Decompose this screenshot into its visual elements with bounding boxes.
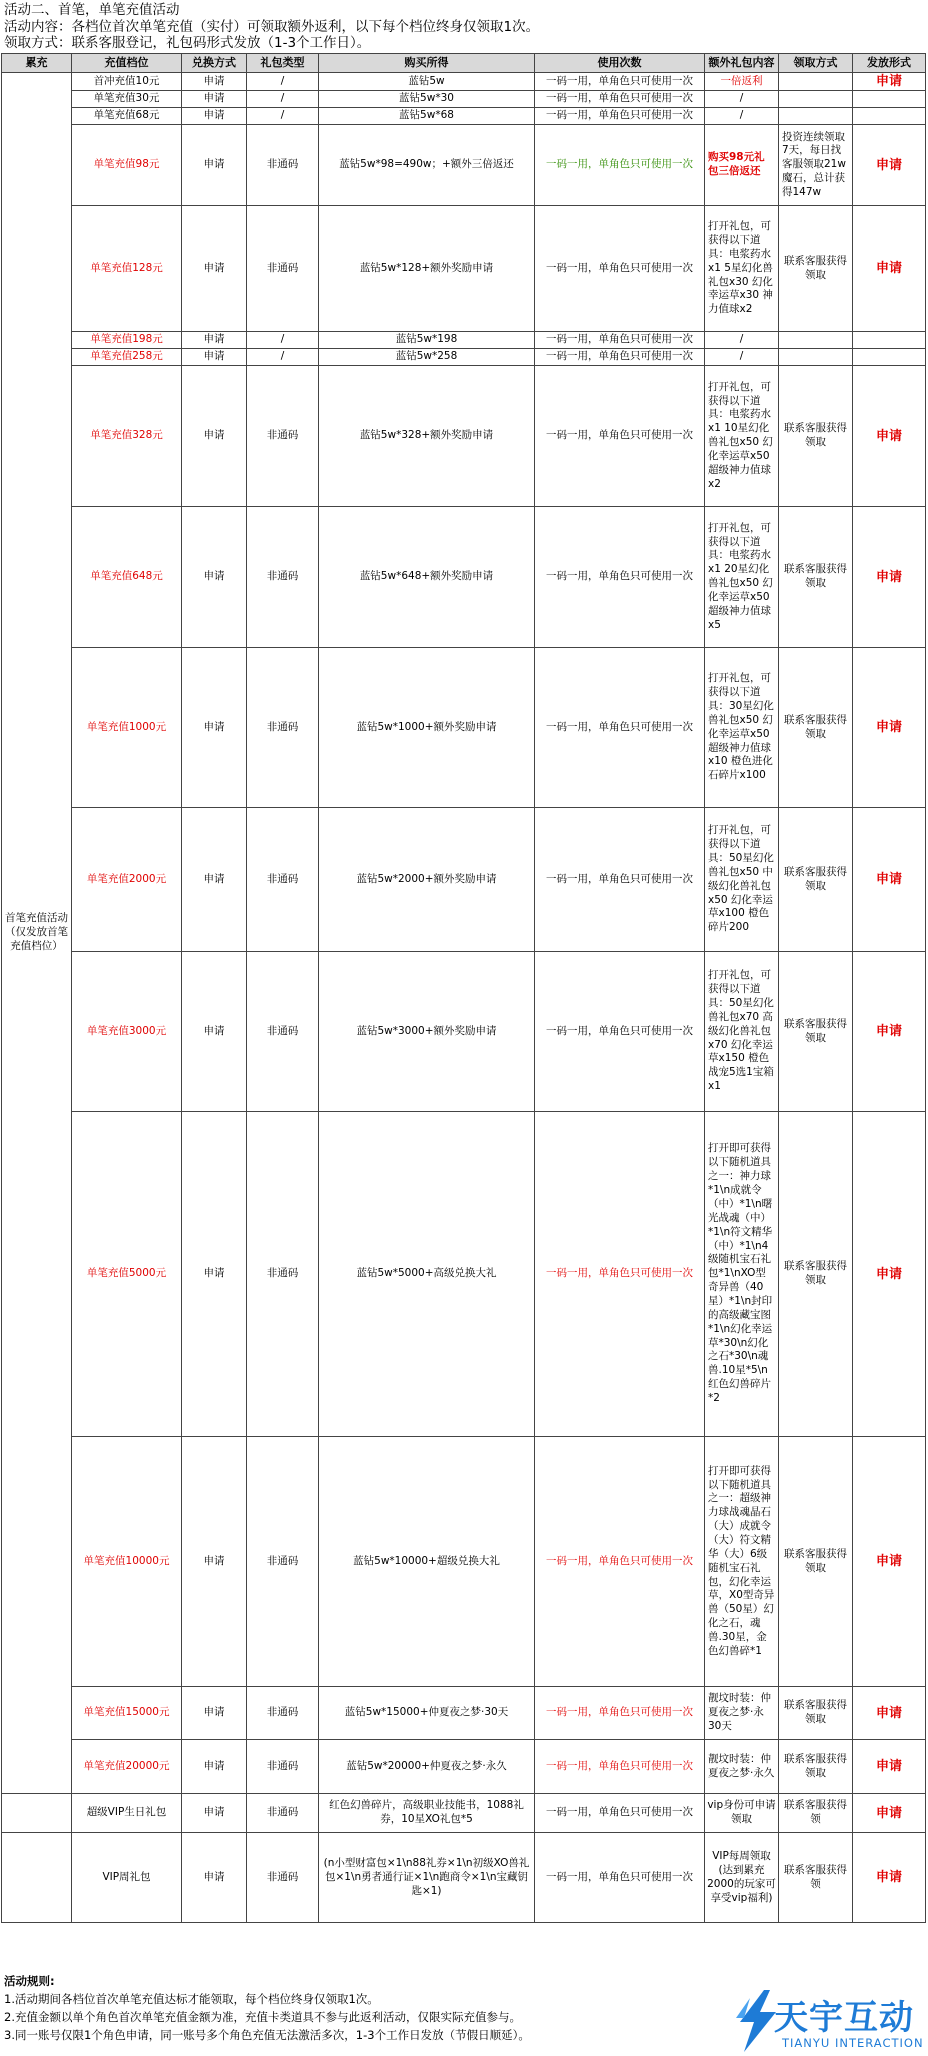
type-cell: / — [247, 108, 319, 125]
reward-cell: 蓝钻5w*2000+额外奖励申请 — [319, 808, 535, 952]
type-cell: 非通码 — [247, 507, 319, 648]
reward-cell: 蓝钻5w — [319, 73, 535, 91]
type-cell: / — [247, 73, 319, 91]
tier-cell: 单笔充值98元 — [72, 125, 182, 206]
extra-cell: 打开礼包，可获得以下道具：30星幻化兽礼包x50 幻化幸运草x50 超级神力值球x10 橙色进化石碎片x100 — [705, 648, 779, 808]
tier-cell: 单笔充值3000元 — [72, 952, 182, 1112]
logo-chinese: 天宇互动 — [774, 1998, 914, 2038]
tier-cell: 单笔充值128元 — [72, 206, 182, 332]
usage-cell: 一码一用，单角色只可使用一次 — [535, 1794, 705, 1833]
extra-cell: / — [705, 91, 779, 108]
reward-cell: 蓝钻5w*258 — [319, 349, 535, 366]
tier-cell: 单笔充值198元 — [72, 332, 182, 349]
reward-cell: 蓝钻5w*328+额外奖励申请 — [319, 366, 535, 507]
table-row-vip — [2, 1794, 926, 1833]
exchange-cell: 申请 — [182, 108, 247, 125]
table-row — [2, 648, 926, 808]
table-row — [2, 1437, 926, 1687]
dispatch-cell: 申请 — [853, 1437, 926, 1687]
tier-cell: 单笔充值1000元 — [72, 648, 182, 808]
dispatch-cell: 申请 — [853, 1112, 926, 1437]
method-cell: 联系客服获得领取 — [779, 366, 853, 507]
method-cell: 联系客服获得领取 — [779, 1437, 853, 1687]
method-cell: 联系客服获得领取 — [779, 206, 853, 332]
type-cell: 非通码 — [247, 952, 319, 1112]
dispatch-cell — [853, 91, 926, 108]
method-cell — [779, 332, 853, 349]
method-cell — [779, 349, 853, 366]
intro-content: 活动内容：各档位首次单笔充值（实付）可领取额外返利，以下每个档位终身仅领取1次。 — [4, 18, 540, 35]
recharge-table — [1, 53, 926, 1923]
reward-cell: 蓝钻5w*5000+高级兑换大礼 — [319, 1112, 535, 1437]
dispatch-cell: 申请 — [853, 206, 926, 332]
method-cell: 联系客服获得领取 — [779, 507, 853, 648]
extra-cell: / — [705, 349, 779, 366]
method-cell: 联系客服获得领取 — [779, 1740, 853, 1794]
empty-group-cell — [2, 1794, 72, 1833]
exchange-cell: 申请 — [182, 1833, 247, 1923]
tier-cell: 单笔充值2000元 — [72, 808, 182, 952]
rules-title: 活动规则: — [4, 1974, 55, 1988]
method-cell: 投资连续领取7天，每日找客服领取21w魔石，总计获得147w — [779, 125, 853, 206]
type-cell: / — [247, 91, 319, 108]
extra-cell: / — [705, 332, 779, 349]
usage-cell: 一码一用，单角色只可使用一次 — [535, 366, 705, 507]
exchange-cell: 申请 — [182, 648, 247, 808]
extra-cell: vip身份可申请领取 — [705, 1794, 779, 1833]
dispatch-cell — [853, 108, 926, 125]
tier-cell: 首冲充值10元 — [72, 73, 182, 91]
method-cell: 联系客服获得领取 — [779, 952, 853, 1112]
rule-item: 3.同一账号仅限1个角色申请，同一账号多个角色充值无法激活多次，1-3个工作日发放（节假日顺延）。 — [4, 2028, 530, 2042]
table-row — [2, 507, 926, 648]
exchange-cell: 申请 — [182, 1740, 247, 1794]
reward-cell: 蓝钻5w*30 — [319, 91, 535, 108]
reward-cell: 蓝钻5w*3000+额外奖励申请 — [319, 952, 535, 1112]
dispatch-cell: 申请 — [853, 1740, 926, 1794]
table-row — [2, 366, 926, 507]
exchange-cell: 申请 — [182, 1794, 247, 1833]
dispatch-cell: 申请 — [853, 1794, 926, 1833]
header-reward: 购买所得 — [319, 54, 535, 73]
extra-cell: 打开礼包，可获得以下道具：50星幻化兽礼包x70 高级幻化兽礼包x70 幻化幸运草x150 橙色战宠5选1宝箱x1 — [705, 952, 779, 1112]
tier-cell: 单笔充值5000元 — [72, 1112, 182, 1437]
reward-cell: 红色幻兽碎片，高级职业技能书，1088礼券，10星XO礼包*5 — [319, 1794, 535, 1833]
header-dispatch: 发放形式 — [853, 54, 926, 73]
header-extra: 额外礼包内容 — [705, 54, 779, 73]
type-cell: 非通码 — [247, 1437, 319, 1687]
tier-cell: 单笔充值20000元 — [72, 1740, 182, 1794]
type-cell: 非通码 — [247, 1794, 319, 1833]
method-cell: 联系客服获得领取 — [779, 1112, 853, 1437]
extra-cell: 打开即可获得以下随机道具之一：神力球*1\n成就令（中）*1\n曙光战魂（中）*1\n符文精华（中）*1\n4级随机宝石礼包*1\nXO型奇异兽（40星）*1\n封印的高级藏宝图*1\n幻化幸运草*30\n幻化之石*30\n魂兽.10星*5\n红色幻兽碎片*2 — [705, 1112, 779, 1437]
tier-cell: 单笔充值15000元 — [72, 1687, 182, 1740]
type-cell: 非通码 — [247, 648, 319, 808]
exchange-cell: 申请 — [182, 808, 247, 952]
extra-cell: / — [705, 108, 779, 125]
table-row — [2, 1112, 926, 1437]
type-cell: / — [247, 349, 319, 366]
tier-cell: VIP周礼包 — [72, 1833, 182, 1923]
tier-cell: 单笔充值648元 — [72, 507, 182, 648]
intro-method: 领取方式：联系客服登记，礼包码形式发放（1-3个工作日）。 — [4, 35, 371, 51]
exchange-cell: 申请 — [182, 206, 247, 332]
usage-cell: 一码一用，单角色只可使用一次 — [535, 73, 705, 91]
usage-cell: 一码一用，单角色只可使用一次 — [535, 206, 705, 332]
usage-cell: 一码一用，单角色只可使用一次 — [535, 1112, 705, 1437]
type-cell: 非通码 — [247, 1740, 319, 1794]
table-row — [2, 125, 926, 206]
exchange-cell: 申请 — [182, 349, 247, 366]
method-cell: 联系客服获得领 — [779, 1794, 853, 1833]
usage-cell: 一码一用，单角色只可使用一次 — [535, 1687, 705, 1740]
extra-cell: VIP每周领取(达到累充2000的玩家可享受vip福利) — [705, 1833, 779, 1923]
reward-cell: 蓝钻5w*20000+仲夏夜之梦·永久 — [319, 1740, 535, 1794]
table-header-row — [2, 54, 926, 73]
rule-item: 1.活动期间各档位首次单笔充值达标才能领取，每个档位终身仅领取1次。 — [4, 1992, 379, 2006]
method-cell: 联系客服获得领取 — [779, 648, 853, 808]
tier-cell: 单笔充值68元 — [72, 108, 182, 125]
tier-cell: 单笔充值328元 — [72, 366, 182, 507]
reward-text: 蓝钻5w*98=490w；+额外三倍返还 — [339, 158, 514, 171]
table-row — [2, 808, 926, 952]
type-cell: 非通码 — [247, 808, 319, 952]
exchange-cell: 申请 — [182, 1112, 247, 1437]
method-cell: 联系客服获得领取 — [779, 1687, 853, 1740]
type-cell: 非通码 — [247, 366, 319, 507]
dispatch-cell: 申请 — [853, 808, 926, 952]
reward-cell: 蓝钻5w*68 — [319, 108, 535, 125]
header-tier: 充值档位 — [72, 54, 182, 73]
dispatch-cell: 申请 — [853, 952, 926, 1112]
group-label: 首笔充值活动（仅发放首笔充值档位） — [2, 73, 72, 1794]
exchange-cell: 申请 — [182, 1687, 247, 1740]
reward-cell: 蓝钻5w*198 — [319, 332, 535, 349]
usage-cell: 一码一用，单角色只可使用一次 — [535, 1833, 705, 1923]
reward-cell — [319, 125, 535, 206]
table-row — [2, 1687, 926, 1740]
usage-cell: 一码一用，单角色只可使用一次 — [535, 349, 705, 366]
method-cell — [779, 91, 853, 108]
tier-cell: 单笔充值10000元 — [72, 1437, 182, 1687]
reward-cell: 蓝钻5w*128+额外奖励申请 — [319, 206, 535, 332]
extra-cell: 打开礼包，可获得以下道具：电浆药水x1 5星幻化兽礼包x30 幻化幸运草x30 神力值球x2 — [705, 206, 779, 332]
usage-cell: 一码一用，单角色只可使用一次 — [535, 332, 705, 349]
table-row-vip — [2, 1833, 926, 1923]
table-row — [2, 91, 926, 108]
exchange-cell: 申请 — [182, 91, 247, 108]
type-cell: 非通码 — [247, 1687, 319, 1740]
tier-cell: 超级VIP生日礼包 — [72, 1794, 182, 1833]
exchange-cell: 申请 — [182, 952, 247, 1112]
extra-cell: 打开礼包，可获得以下道具：电浆药水x1 10星幻化兽礼包x50 幻化幸运草x50 超级神力值球x2 — [705, 366, 779, 507]
header-exchange: 兑换方式 — [182, 54, 247, 73]
dispatch-cell: 申请 — [853, 1687, 926, 1740]
exchange-cell: 申请 — [182, 125, 247, 206]
empty-group-cell — [2, 1833, 72, 1923]
method-cell — [779, 108, 853, 125]
header-cumulative: 累充 — [2, 54, 72, 73]
extra-cell: 打开礼包，可获得以下道具：50星幻化兽礼包x50 中级幻化兽礼包x50 幻化幸运草x100 橙色碎片200 — [705, 808, 779, 952]
reward-cell: 蓝钻5w*1000+额外奖励申请 — [319, 648, 535, 808]
logo-english: TIANYU INTERACTION — [782, 2036, 924, 2050]
exchange-cell: 申请 — [182, 507, 247, 648]
exchange-cell: 申请 — [182, 73, 247, 91]
extra-cell: 购买98元礼包三倍返还 — [705, 125, 779, 206]
table-row — [2, 332, 926, 349]
type-cell: 非通码 — [247, 1112, 319, 1437]
table-row — [2, 349, 926, 366]
dispatch-cell: 申请 — [853, 366, 926, 507]
extra-cell: 一倍返利 — [705, 73, 779, 91]
exchange-cell: 申请 — [182, 332, 247, 349]
usage-cell: 一码一用，单角色只可使用一次 — [535, 91, 705, 108]
header-type: 礼包类型 — [247, 54, 319, 73]
reward-cell: 蓝钻5w*648+额外奖励申请 — [319, 507, 535, 648]
reward-cell: (n小型财富包×1\n88礼券×1\n初级XO兽礼包×1\n勇者通行证×1\n跑商令×1\n宝藏钥匙×1) — [319, 1833, 535, 1923]
extra-cell: 靓坟时装：仲夏夜之梦·永30天 — [705, 1687, 779, 1740]
usage-cell: 一码一用，单角色只可使用一次 — [535, 507, 705, 648]
usage-cell: 一码一用，单角色只可使用一次 — [535, 125, 705, 206]
intro — [4, 2, 539, 52]
rule-item: 2.充值金额以单个角色首次单笔充值金额为准，充值卡类道具不参与此返利活动，仅限实际充值参与。 — [4, 2010, 521, 2024]
header-usage: 使用次数 — [535, 54, 705, 73]
usage-cell: 一码一用，单角色只可使用一次 — [535, 648, 705, 808]
usage-cell: 一码一用，单角色只可使用一次 — [535, 1437, 705, 1687]
tier-cell: 单笔充值30元 — [72, 91, 182, 108]
method-cell — [779, 73, 853, 91]
intro-title: 活动二、首笔，单笔充值活动 — [4, 2, 180, 18]
method-cell: 联系客服获得领取 — [779, 808, 853, 952]
tier-cell: 单笔充值258元 — [72, 349, 182, 366]
table-row — [2, 206, 926, 332]
usage-cell: 一码一用，单角色只可使用一次 — [535, 808, 705, 952]
brand-logo — [730, 1988, 926, 2054]
type-cell: 非通码 — [247, 125, 319, 206]
dispatch-cell: 申请 — [853, 507, 926, 648]
dispatch-cell — [853, 349, 926, 366]
reward-cell: 蓝钻5w*15000+仲夏夜之梦·30天 — [319, 1687, 535, 1740]
dispatch-cell: 申请 — [853, 73, 926, 91]
usage-cell: 一码一用，单角色只可使用一次 — [535, 1740, 705, 1794]
type-cell: 非通码 — [247, 206, 319, 332]
reward-cell: 蓝钻5w*10000+超级兑换大礼 — [319, 1437, 535, 1687]
usage-cell: 一码一用，单角色只可使用一次 — [535, 952, 705, 1112]
type-cell: 非通码 — [247, 1833, 319, 1923]
dispatch-cell — [853, 332, 926, 349]
type-cell: / — [247, 332, 319, 349]
exchange-cell: 申请 — [182, 366, 247, 507]
dispatch-cell: 申请 — [853, 1833, 926, 1923]
exchange-cell: 申请 — [182, 1437, 247, 1687]
table-row — [2, 952, 926, 1112]
dispatch-cell: 申请 — [853, 648, 926, 808]
usage-cell: 一码一用，单角色只可使用一次 — [535, 108, 705, 125]
dispatch-cell: 申请 — [853, 125, 926, 206]
table-row — [2, 108, 926, 125]
extra-cell: 靓坟时装：仲夏夜之梦·永久 — [705, 1740, 779, 1794]
header-method: 领取方式 — [779, 54, 853, 73]
rules — [4, 1972, 530, 2044]
method-cell: 联系客服获得领 — [779, 1833, 853, 1923]
extra-cell: 打开礼包，可获得以下道具：电浆药水x1 20星幻化兽礼包x50 幻化幸运草x50 超级神力值球x5 — [705, 507, 779, 648]
table-row — [2, 1740, 926, 1794]
extra-cell: 打开即可获得以下随机道具之一：超级神力球战魂晶石（大）成就令（大）符文精华（大）6级随机宝石礼包，幻化幸运草，X0型奇异兽（50星）幻化之石，魂兽.30星，金色幻兽碎*1 — [705, 1437, 779, 1687]
table-row — [2, 73, 926, 91]
